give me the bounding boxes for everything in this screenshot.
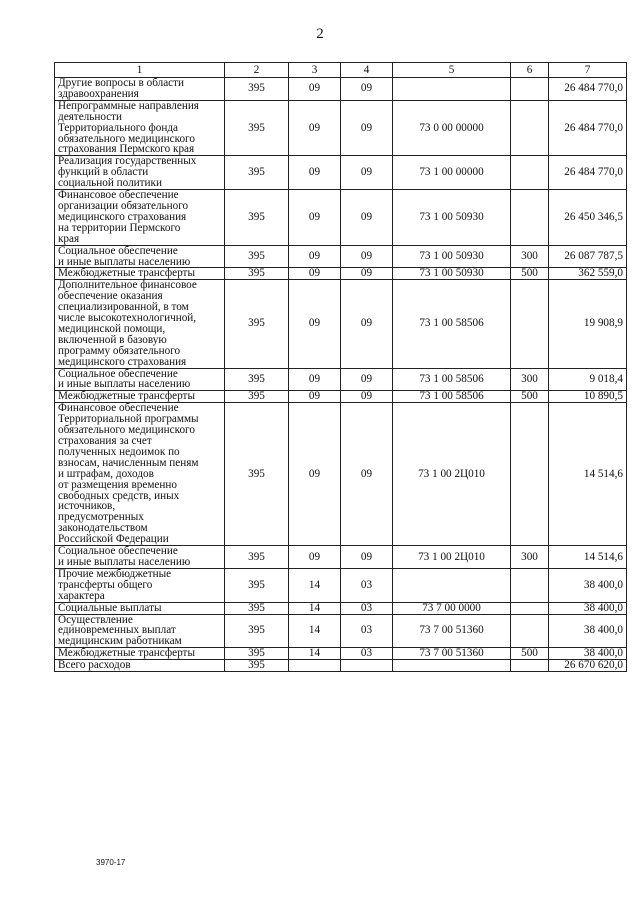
subsection-code-cell: 09 bbox=[341, 368, 393, 391]
expense-type-cell: 500 bbox=[511, 268, 549, 280]
item-name-cell: Межбюджетные трансферты bbox=[55, 268, 225, 280]
section-code-cell: 09 bbox=[289, 245, 341, 268]
subsection-code-cell: 03 bbox=[341, 602, 393, 614]
admin-code-cell: 395 bbox=[225, 660, 289, 672]
expense-type-cell bbox=[511, 602, 549, 614]
expense-type-cell bbox=[511, 100, 549, 156]
expense-type-cell bbox=[511, 280, 549, 368]
section-code-cell: 09 bbox=[289, 546, 341, 569]
amount-cell: 26 450 346,5 bbox=[549, 190, 627, 246]
item-name-cell: Прочие межбюджетные трансферты общего характера bbox=[55, 568, 225, 602]
subsection-code-cell: 09 bbox=[341, 78, 393, 101]
item-name-cell: Социальное обеспечение и иные выплаты населению bbox=[55, 546, 225, 569]
subsection-code-cell: 03 bbox=[341, 614, 393, 648]
expense-type-cell bbox=[511, 614, 549, 648]
table-header-row bbox=[55, 63, 627, 78]
table-row bbox=[55, 280, 627, 368]
amount-cell: 26 484 770,0 bbox=[549, 78, 627, 101]
admin-code-cell: 395 bbox=[225, 391, 289, 403]
item-name-cell: Финансовое обеспечение Территориальной программы обязательного медицинского страхования за счет полученных недоимок по взносам, начисленным пеням и штрафам, доходов от размещения временно свободных средств, иных источников, предусмотренных законодательством Российской Федерации bbox=[55, 403, 225, 546]
subsection-code-cell: 09 bbox=[341, 546, 393, 569]
expense-type-cell bbox=[511, 156, 549, 190]
subsection-code-cell: 09 bbox=[341, 391, 393, 403]
target-article-cell: 73 1 00 2Ц010 bbox=[393, 403, 511, 546]
expense-type-cell bbox=[511, 78, 549, 101]
table-row bbox=[55, 190, 627, 246]
section-code-cell: 09 bbox=[289, 190, 341, 246]
section-code-cell: 09 bbox=[289, 156, 341, 190]
target-article-cell: 73 1 00 2Ц010 bbox=[393, 546, 511, 569]
table-row bbox=[55, 403, 627, 546]
amount-cell: 26 484 770,0 bbox=[549, 156, 627, 190]
amount-cell: 26 670 620,0 bbox=[549, 660, 627, 672]
admin-code-cell: 395 bbox=[225, 280, 289, 368]
item-name-cell: Межбюджетные трансферты bbox=[55, 391, 225, 403]
table-row bbox=[55, 100, 627, 156]
admin-code-cell: 395 bbox=[225, 245, 289, 268]
expense-type-cell: 300 bbox=[511, 245, 549, 268]
item-name-cell: Социальные выплаты bbox=[55, 602, 225, 614]
amount-cell: 26 484 770,0 bbox=[549, 100, 627, 156]
section-code-cell: 09 bbox=[289, 280, 341, 368]
expense-type-cell bbox=[511, 190, 549, 246]
amount-cell: 38 400,0 bbox=[549, 568, 627, 602]
amount-cell: 14 514,6 bbox=[549, 403, 627, 546]
subsection-code-cell: 09 bbox=[341, 156, 393, 190]
target-article-cell: 73 1 00 00000 bbox=[393, 156, 511, 190]
target-article-cell: 73 1 00 58506 bbox=[393, 391, 511, 403]
section-code-cell: 09 bbox=[289, 268, 341, 280]
target-article-cell: 73 1 00 58506 bbox=[393, 368, 511, 391]
subsection-code-cell: 09 bbox=[341, 280, 393, 368]
item-name-cell: Социальное обеспечение и иные выплаты населению bbox=[55, 368, 225, 391]
expense-type-cell bbox=[511, 568, 549, 602]
table-row bbox=[55, 391, 627, 403]
section-code-cell bbox=[289, 660, 341, 672]
target-article-cell bbox=[393, 660, 511, 672]
expense-type-cell bbox=[511, 403, 549, 546]
subsection-code-cell: 09 bbox=[341, 190, 393, 246]
admin-code-cell: 395 bbox=[225, 602, 289, 614]
section-code-cell: 09 bbox=[289, 368, 341, 391]
subsection-code-cell: 09 bbox=[341, 100, 393, 156]
section-code-cell: 14 bbox=[289, 614, 341, 648]
section-code-cell: 09 bbox=[289, 391, 341, 403]
subsection-code-cell: 09 bbox=[341, 403, 393, 546]
item-name-cell: Осуществление единовременных выплат медицинским работникам bbox=[55, 614, 225, 648]
amount-cell: 14 514,6 bbox=[549, 546, 627, 569]
item-name-cell: Всего расходов bbox=[55, 660, 225, 672]
target-article-cell: 73 1 00 58506 bbox=[393, 280, 511, 368]
amount-cell: 38 400,0 bbox=[549, 648, 627, 660]
table-row bbox=[55, 568, 627, 602]
subsection-code-cell: 03 bbox=[341, 568, 393, 602]
column-number-4: 4 bbox=[341, 63, 393, 78]
amount-cell: 9 018,4 bbox=[549, 368, 627, 391]
amount-cell: 10 890,5 bbox=[549, 391, 627, 403]
section-code-cell: 14 bbox=[289, 602, 341, 614]
admin-code-cell: 395 bbox=[225, 268, 289, 280]
table-row bbox=[55, 78, 627, 101]
column-number-7: 7 bbox=[549, 63, 627, 78]
admin-code-cell: 395 bbox=[225, 156, 289, 190]
table-row bbox=[55, 602, 627, 614]
section-code-cell: 09 bbox=[289, 100, 341, 156]
admin-code-cell: 395 bbox=[225, 648, 289, 660]
admin-code-cell: 395 bbox=[225, 403, 289, 546]
admin-code-cell: 395 bbox=[225, 100, 289, 156]
target-article-cell: 73 1 00 50930 bbox=[393, 245, 511, 268]
column-number-2: 2 bbox=[225, 63, 289, 78]
expense-type-cell: 300 bbox=[511, 546, 549, 569]
amount-cell: 38 400,0 bbox=[549, 614, 627, 648]
budget-table bbox=[54, 62, 627, 672]
subsection-code-cell: 09 bbox=[341, 268, 393, 280]
column-number-6: 6 bbox=[511, 63, 549, 78]
amount-cell: 362 559,0 bbox=[549, 268, 627, 280]
table-row bbox=[55, 614, 627, 648]
section-code-cell: 14 bbox=[289, 648, 341, 660]
amount-cell: 38 400,0 bbox=[549, 602, 627, 614]
document-code: 3970-17 bbox=[96, 858, 126, 867]
subsection-code-cell: 09 bbox=[341, 245, 393, 268]
column-number-5: 5 bbox=[393, 63, 511, 78]
section-code-cell: 14 bbox=[289, 568, 341, 602]
expense-type-cell bbox=[511, 660, 549, 672]
admin-code-cell: 395 bbox=[225, 190, 289, 246]
section-code-cell: 09 bbox=[289, 403, 341, 546]
table-row bbox=[55, 660, 627, 672]
admin-code-cell: 395 bbox=[225, 614, 289, 648]
item-name-cell: Дополнительное финансовое обеспечение оказания специализированной, в том числе высокотехнологичной, медицинской помощи, включенной в базовую программу обязательного медицинского страхования bbox=[55, 280, 225, 368]
admin-code-cell: 395 bbox=[225, 568, 289, 602]
table-row bbox=[55, 245, 627, 268]
expense-type-cell: 300 bbox=[511, 368, 549, 391]
item-name-cell: Межбюджетные трансферты bbox=[55, 648, 225, 660]
admin-code-cell: 395 bbox=[225, 546, 289, 569]
expense-type-cell: 500 bbox=[511, 391, 549, 403]
amount-cell: 19 908,9 bbox=[549, 280, 627, 368]
table-row bbox=[55, 368, 627, 391]
target-article-cell: 73 1 00 50930 bbox=[393, 268, 511, 280]
expense-type-cell: 500 bbox=[511, 648, 549, 660]
item-name-cell: Социальное обеспечение и иные выплаты населению bbox=[55, 245, 225, 268]
amount-cell: 26 087 787,5 bbox=[549, 245, 627, 268]
item-name-cell: Реализация государственных функций в области социальной политики bbox=[55, 156, 225, 190]
item-name-cell: Другие вопросы в области здравоохранения bbox=[55, 78, 225, 101]
table-row bbox=[55, 156, 627, 190]
page-number: 2 bbox=[316, 26, 324, 42]
section-code-cell: 09 bbox=[289, 78, 341, 101]
table-row bbox=[55, 268, 627, 280]
table-row bbox=[55, 648, 627, 660]
target-article-cell: 73 7 00 51360 bbox=[393, 614, 511, 648]
target-article-cell: 73 1 00 50930 bbox=[393, 190, 511, 246]
target-article-cell: 73 7 00 51360 bbox=[393, 648, 511, 660]
target-article-cell bbox=[393, 568, 511, 602]
column-number-3: 3 bbox=[289, 63, 341, 78]
subsection-code-cell: 03 bbox=[341, 648, 393, 660]
admin-code-cell: 395 bbox=[225, 368, 289, 391]
target-article-cell: 73 7 00 0000 bbox=[393, 602, 511, 614]
target-article-cell: 73 0 00 00000 bbox=[393, 100, 511, 156]
item-name-cell: Непрограммные направления деятельности Территориального фонда обязательного медицинского страхования Пермского края bbox=[55, 100, 225, 156]
item-name-cell: Финансовое обеспечение организации обязательного медицинского страхования на территории Пермского края bbox=[55, 190, 225, 246]
table-row bbox=[55, 546, 627, 569]
subsection-code-cell bbox=[341, 660, 393, 672]
admin-code-cell: 395 bbox=[225, 78, 289, 101]
target-article-cell bbox=[393, 78, 511, 101]
column-number-1: 1 bbox=[55, 63, 225, 78]
